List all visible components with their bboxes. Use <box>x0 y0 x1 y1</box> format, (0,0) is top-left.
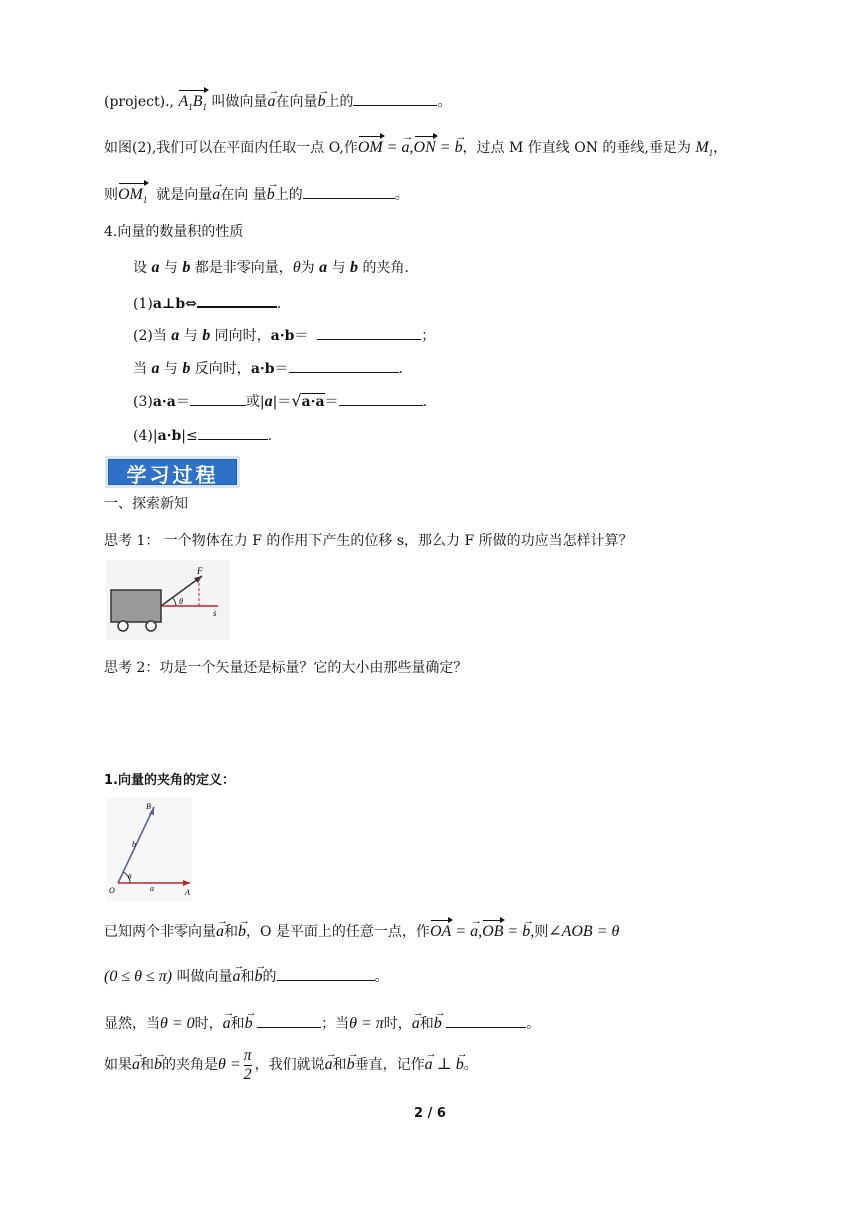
property-2-opposite: 当 a 与 b 反向时，a·b＝ . <box>133 360 403 377</box>
cart-wheel <box>118 621 128 631</box>
vector-om: OM <box>357 139 383 156</box>
text: = <box>382 139 402 156</box>
fill-blank[interactable] <box>197 292 277 308</box>
vector-a1b1: $A_1B_1$ <box>178 92 207 117</box>
label-a-point: A <box>185 888 190 897</box>
line-figure-2: 如图(2),我们可以在平面内任取一点 O,作OM = a →,ON = b →，过点 M 作直线 ON 的垂线,垂足为 $M_1$， <box>104 138 727 163</box>
fill-blank[interactable] <box>339 391 423 406</box>
fill-blank[interactable] <box>317 325 421 340</box>
properties-intro: 设 a 与 b 都是非零向量，θ为 a 与 b 的夹角. <box>133 259 409 276</box>
vector-a: a → <box>267 92 275 112</box>
text: 。 <box>437 94 452 110</box>
line-projection-definition <box>104 91 451 117</box>
think-1: 思考 1： 一个物体在力 F 的作用下产生的位移 s，那么力 F 所做的功应当怎样计算？ <box>104 533 633 549</box>
property-3: (3)a·a＝ 或|a|＝√a·a＝ . <box>133 391 427 410</box>
vector-a: a → <box>212 185 220 205</box>
property-2: (2)当 a 与 b 同向时，a·b＝ ； <box>133 327 436 344</box>
fill-blank[interactable] <box>257 1013 321 1028</box>
text: (project)., <box>104 94 174 110</box>
sqrt-aa: √a·a <box>291 391 325 410</box>
text: 上的 <box>274 187 303 203</box>
fill-blank[interactable] <box>198 425 268 440</box>
definition-line-1: 已知两个非零向量a →和b →，O 是平面上的任意一点，作OA = a →,OB = b →,则∠AOB = θ <box>104 922 619 942</box>
definition-title: 1.向量的夹角的定义： <box>104 773 235 788</box>
learning-process-banner: 学习过程 <box>105 456 240 488</box>
text: 。 <box>394 187 409 203</box>
text: = <box>435 139 455 156</box>
fill-blank[interactable] <box>353 91 437 106</box>
property-4: (4)|a·b|≤ . <box>133 425 272 446</box>
cart-body <box>111 590 161 622</box>
text: 上的 <box>325 94 354 110</box>
fill-blank[interactable] <box>289 358 399 373</box>
label-f: F <box>197 566 203 576</box>
text: 就是向量 <box>156 187 213 203</box>
think-2: 思考 2：功是一个矢量还是标量？它的大小由那些量确定？ <box>104 660 468 676</box>
page-number: 2 / 6 <box>414 1106 446 1121</box>
definition-line-3: 显然，当θ = 0时，a →和b → ；当θ = π时，a →和b → 。 <box>104 1013 540 1034</box>
property-1: (1)a⊥b⇔ . <box>133 292 281 314</box>
text: 在向量 <box>275 94 318 110</box>
text: 在向 量 <box>220 187 267 203</box>
label-o: O <box>109 886 115 895</box>
label-theta: θ <box>179 597 183 606</box>
vector-angle-figure <box>106 797 192 901</box>
label-s: s <box>213 608 217 618</box>
fill-blank[interactable] <box>303 184 395 199</box>
label-b-point: B <box>146 802 151 811</box>
cart-wheel <box>146 621 156 631</box>
vector-b: b → <box>267 185 275 205</box>
definition-line-2: (0 ≤ θ ≤ π) 叫做向量a →和b →的 。 <box>104 966 389 987</box>
label-theta: θ <box>128 873 132 881</box>
vector-b: b → <box>455 138 463 158</box>
fill-blank[interactable] <box>277 966 375 981</box>
section-heading-4: 4.向量的数量积的性质 <box>104 224 244 240</box>
text: 则 <box>104 187 118 203</box>
text: 如图(2),我们可以在平面内任取一点 O,作 <box>104 140 358 156</box>
cart-force-figure <box>106 560 230 640</box>
vector-om1: $OM_1$ <box>118 185 147 210</box>
fraction-pi-over-2: $\frac{\pi}{2}$ <box>243 1046 252 1083</box>
fill-blank[interactable] <box>190 391 246 406</box>
vector-b: b → <box>317 92 325 112</box>
text: ，过点 M 作直线 ON 的垂线,垂足为 <box>462 140 691 156</box>
vector-on: ON <box>413 139 436 156</box>
text: ， <box>713 140 728 156</box>
label-b-vector: b <box>132 840 136 849</box>
definition-line-4: 如果a →和b →的夹角是θ = $\frac{\pi}{2}$ ，我们就说a →和b →垂直，记作a → ⊥ b →。 <box>104 1046 478 1084</box>
fill-blank[interactable] <box>446 1013 526 1028</box>
point-m1: $M_1$ <box>695 139 714 159</box>
label-a-vector: a <box>150 884 154 893</box>
vector-a: a → <box>402 138 410 158</box>
text: 叫做向量 <box>211 94 268 110</box>
line-projection-om1 <box>104 184 409 210</box>
section-explore: 一、探索新知 <box>104 496 188 512</box>
